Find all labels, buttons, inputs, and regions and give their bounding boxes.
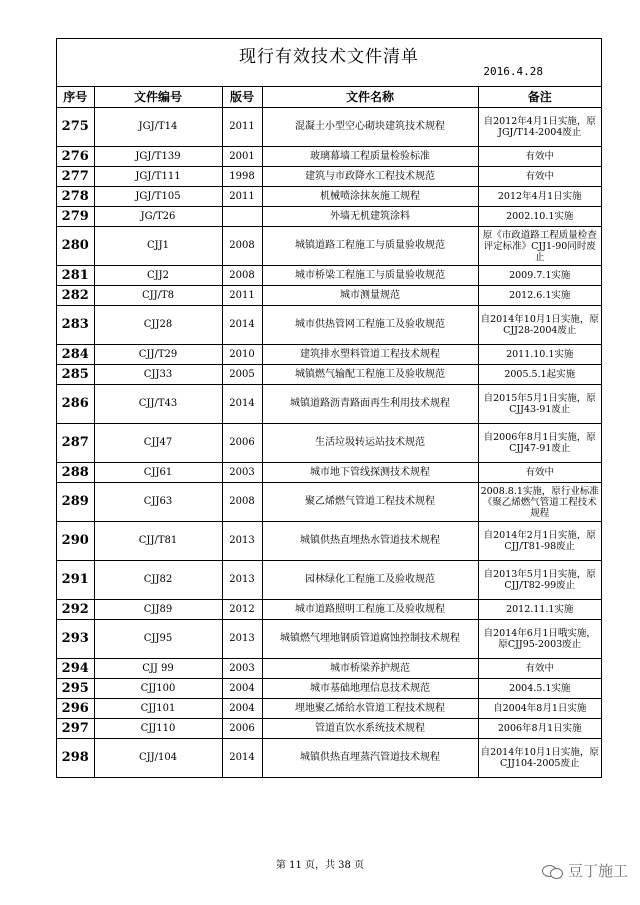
page-title: 现行有效技术文件清单 [239,47,419,67]
header-name: 文件名称 [262,87,478,108]
cell-note: 自2012年4月1日实施，原JGJ/T14-2004废止 [478,108,601,147]
cell-code: JG/T26 [94,207,222,227]
cell-no: 280 [57,227,94,266]
cell-version: 2003 [222,659,262,679]
table-row [57,424,601,463]
cell-code: CJJ 99 [94,659,222,679]
cell-name: 城市桥梁工程施工与质量验收规范 [262,266,478,286]
table-header-row [57,87,601,108]
cell-note: 2008.8.1实施，原行业标准《聚乙烯燃气管道工程技术规程 [478,483,601,522]
cell-note: 2002.10.1实施 [478,207,601,227]
cell-code: CJJ/T81 [94,522,222,561]
header-note: 备注 [478,87,601,108]
table-row [57,561,601,600]
table-row [57,679,601,699]
table-row [57,167,601,187]
cell-version: 2011 [222,286,262,306]
cell-code: CJJ47 [94,424,222,463]
cell-no: 298 [57,739,94,778]
cell-name: 城市测量规范 [262,286,478,306]
table-body [57,108,601,778]
cell-name: 城镇道路沥青路面再生利用技术规程 [262,385,478,424]
cell-name: 机械喷涂抹灰施工规程 [262,187,478,207]
cell-version: 2014 [222,385,262,424]
cell-version: 2005 [222,365,262,385]
cell-no: 286 [57,385,94,424]
table-row [57,108,601,147]
cell-version: 2006 [222,424,262,463]
cell-name: 城镇燃气输配工程施工及验收规范 [262,365,478,385]
table-row [57,659,601,679]
cell-note: 2011.10.1实施 [478,345,601,365]
cell-version: 2012 [222,600,262,620]
cell-note: 2005.5.1起实施 [478,365,601,385]
cell-no: 275 [57,108,94,147]
cell-code: CJJ100 [94,679,222,699]
table-row [57,385,601,424]
table-row [57,286,601,306]
table-row [57,187,601,207]
cell-name: 城市道路照明工程施工及验收规程 [262,600,478,620]
cell-name: 城镇道路工程施工与质量验收规范 [262,227,478,266]
cell-note: 2012年4月1日实施 [478,187,601,207]
cell-no: 285 [57,365,94,385]
cell-version: 2014 [222,739,262,778]
cell-version: 2011 [222,108,262,147]
table-row [57,620,601,659]
cell-version: 2008 [222,483,262,522]
cell-version: 1998 [222,167,262,187]
cell-code: CJJ82 [94,561,222,600]
cell-name: 城镇燃气埋地钢质管道腐蚀控制技术规程 [262,620,478,659]
table-row [57,306,601,345]
table-row [57,207,601,227]
cell-code: CJJ33 [94,365,222,385]
cell-no: 290 [57,522,94,561]
cell-version: 2013 [222,522,262,561]
cell-no: 284 [57,345,94,365]
cell-name: 建筑与市政降水工程技术规范 [262,167,478,187]
header-no: 序号 [57,87,94,108]
cell-note: 自2013年5月1日实施，原CJJ/T82-99废止 [478,561,601,600]
cell-no: 279 [57,207,94,227]
cell-version: 2010 [222,345,262,365]
cell-no: 295 [57,679,94,699]
cell-code: JGJ/T105 [94,187,222,207]
cell-name: 城市供热管网工程施工及验收规范 [262,306,478,345]
cell-note: 自2014年2月1日实施，原CJJ/T81-98废止 [478,522,601,561]
cell-no: 289 [57,483,94,522]
cell-version: 2011 [222,187,262,207]
cell-version: 2008 [222,227,262,266]
cell-note: 2006年8月1日实施 [478,719,601,739]
cell-note: 自2006年8月1日实施，原CJJ47-91废止 [478,424,601,463]
cell-code: CJJ1 [94,227,222,266]
cell-version: 2014 [222,306,262,345]
cell-no: 277 [57,167,94,187]
cell-note: 自2004年8月1日实施 [478,699,601,719]
cell-no: 293 [57,620,94,659]
cell-note: 有效中 [478,659,601,679]
document-table [57,87,601,778]
cell-version: 2003 [222,463,262,483]
cell-code: JGJ/T111 [94,167,222,187]
cell-name: 混凝土小型空心砌块建筑技术规程 [262,108,478,147]
table-row [57,463,601,483]
cell-name: 管道直饮水系统技术规程 [262,719,478,739]
cell-code: CJJ/T43 [94,385,222,424]
header-ver: 版号 [222,87,262,108]
cell-name: 外墙无机建筑涂料 [262,207,478,227]
cell-code: CJJ61 [94,463,222,483]
cell-no: 282 [57,286,94,306]
cell-note: 自2014年10月1日实施，原CJJ104-2005废止 [478,739,601,778]
table-row [57,522,601,561]
cell-name: 城市基础地理信息技术规范 [262,679,478,699]
cell-note: 2012.11.1实施 [478,600,601,620]
watermark-text: 豆丁施工 [567,862,628,880]
table-row [57,365,601,385]
cell-no: 294 [57,659,94,679]
cell-note: 原《市政道路工程质量检查评定标准》CJJ1-90同时废止 [478,227,601,266]
document-date: 2016.4.28 [483,65,543,78]
cell-name: 城市地下管线探测技术规程 [262,463,478,483]
cell-note: 有效中 [478,167,601,187]
cell-no: 287 [57,424,94,463]
table-row [57,600,601,620]
cell-name: 城市桥梁养护规范 [262,659,478,679]
table-row [57,345,601,365]
cell-code: CJJ89 [94,600,222,620]
cell-version: 2004 [222,699,262,719]
cell-version: 2004 [222,679,262,699]
cell-code: CJJ101 [94,699,222,719]
cell-version: 2013 [222,620,262,659]
cell-note: 有效中 [478,463,601,483]
cell-code: CJJ63 [94,483,222,522]
cell-name: 埋地聚乙烯给水管道工程技术规程 [262,699,478,719]
page-footer: 第 11 页，共 38 页 [275,860,365,871]
cell-code: CJJ/104 [94,739,222,778]
wechat-icon [542,863,564,879]
cell-code: CJJ110 [94,719,222,739]
title-block [57,39,601,87]
cell-note: 自2014年10月1日实施，原CJJ28-2004废止 [478,306,601,345]
table-row [57,699,601,719]
cell-name: 建筑排水塑料管道工程技术规程 [262,345,478,365]
cell-code: CJJ/T29 [94,345,222,365]
cell-no: 288 [57,463,94,483]
cell-code: CJJ28 [94,306,222,345]
document-sheet [56,38,602,778]
cell-no: 296 [57,699,94,719]
cell-no: 276 [57,147,94,167]
cell-no: 291 [57,561,94,600]
table-row [57,739,601,778]
cell-version: 2006 [222,719,262,739]
table-row [57,227,601,266]
cell-note: 2009.7.1实施 [478,266,601,286]
cell-name: 城镇供热直埋热水管道技术规程 [262,522,478,561]
cell-code: JGJ/T139 [94,147,222,167]
cell-name: 园林绿化工程施工及验收规范 [262,561,478,600]
cell-no: 278 [57,187,94,207]
table-row [57,483,601,522]
cell-name: 聚乙烯燃气管道工程技术规程 [262,483,478,522]
cell-no: 283 [57,306,94,345]
cell-no: 297 [57,719,94,739]
cell-version: 2013 [222,561,262,600]
cell-version [222,207,262,227]
cell-note: 2012.6.1实施 [478,286,601,306]
watermark [542,860,628,881]
cell-code: CJJ95 [94,620,222,659]
cell-note: 自2015年5月1日实施，原CJJ43-91废止 [478,385,601,424]
table-row [57,266,601,286]
cell-note: 2004.5.1实施 [478,679,601,699]
cell-name: 玻璃幕墙工程质量检验标准 [262,147,478,167]
cell-code: CJJ/T8 [94,286,222,306]
cell-no: 292 [57,600,94,620]
cell-code: JGJ/T14 [94,108,222,147]
table-row [57,147,601,167]
cell-name: 生活垃圾转运站技术规范 [262,424,478,463]
cell-no: 281 [57,266,94,286]
cell-code: CJJ2 [94,266,222,286]
cell-note: 有效中 [478,147,601,167]
cell-version: 2001 [222,147,262,167]
cell-note: 自2014年6月1日哦实施，原CJJ95-2003废止 [478,620,601,659]
cell-version: 2008 [222,266,262,286]
cell-name: 城镇供热直埋蒸汽管道技术规程 [262,739,478,778]
table-row [57,719,601,739]
header-code: 文件编号 [94,87,222,108]
